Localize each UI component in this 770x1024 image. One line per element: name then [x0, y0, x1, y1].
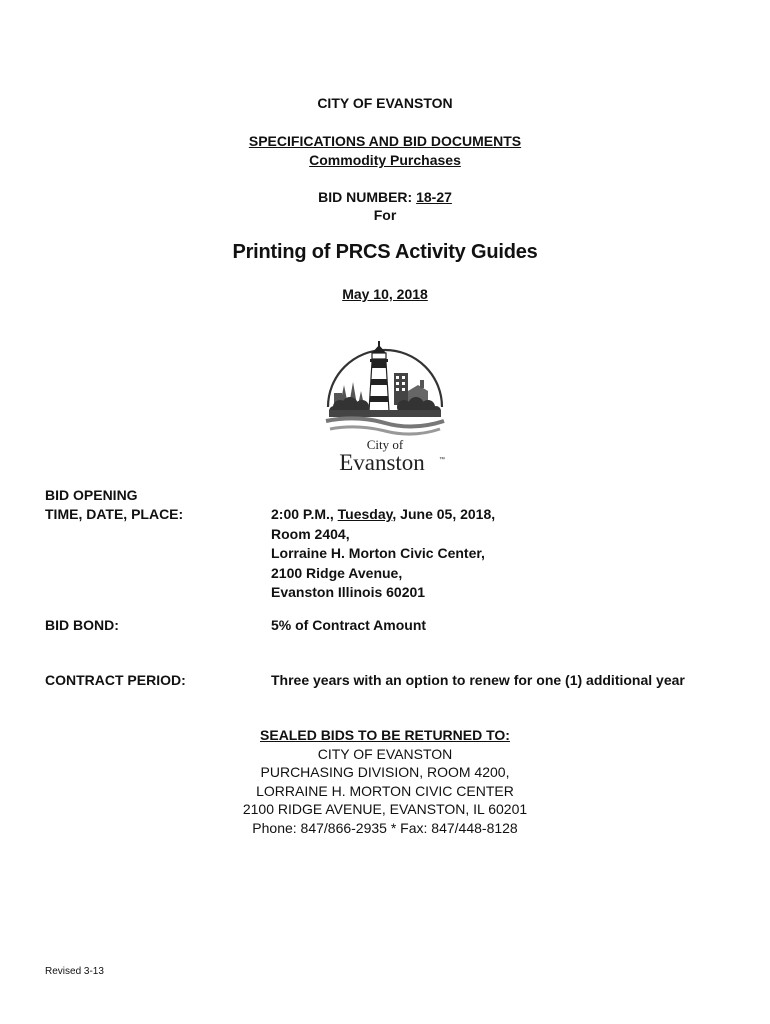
- return-address-block: [0, 726, 770, 837]
- bid-opening-time: 2:00 P.M.,: [271, 506, 338, 522]
- bid-opening-date: , June 05, 2018,: [392, 506, 496, 522]
- commodity-type: Commodity Purchases: [309, 152, 461, 168]
- bid-opening-street: 2100 Ridge Avenue,: [271, 564, 403, 581]
- city-logo: [322, 335, 448, 475]
- document-title: Printing of PRCS Activity Guides: [232, 241, 538, 263]
- return-line-org: CITY OF EVANSTON: [317, 745, 453, 762]
- contract-period-label: CONTRACT PERIOD:: [45, 672, 186, 688]
- city-header: CITY OF EVANSTON: [317, 95, 453, 111]
- bid-opening-city: Evanston Illinois 60201: [271, 584, 426, 600]
- bid-number-label: BID NUMBER:: [318, 189, 417, 205]
- bid-opening-building: Lorraine H. Morton Civic Center,: [271, 545, 485, 561]
- spec-title: SPECIFICATIONS AND BID DOCUMENTS: [248, 133, 522, 149]
- return-heading: SEALED BIDS TO BE RETURNED TO:: [260, 727, 510, 743]
- logo-line-2: Evanston: [339, 450, 425, 475]
- lighthouse-seal-icon: [322, 335, 448, 475]
- revision-note: Revised 3-13: [45, 966, 104, 977]
- bid-number-value: 18-27: [416, 189, 452, 205]
- bid-opening-label-line-1: BID OPENING: [45, 487, 138, 503]
- bid-bond-label: BID BOND:: [45, 617, 119, 633]
- logo-line-1: City of: [366, 437, 404, 452]
- bid-opening-label-line-2: TIME, DATE, PLACE:: [45, 506, 184, 522]
- return-line-address: 2100 RIDGE AVENUE, EVANSTON, IL 60201: [242, 801, 528, 817]
- bid-opening-room: Room 2404,: [271, 525, 350, 542]
- bid-number-line: [0, 189, 770, 205]
- bid-bond-value: 5% of Contract Amount: [271, 617, 427, 633]
- return-line-division: PURCHASING DIVISION, ROOM 4200,: [260, 764, 510, 780]
- document-date: May 10, 2018: [342, 286, 428, 302]
- bid-opening-label: [45, 486, 183, 524]
- bid-opening-value: [271, 505, 495, 603]
- return-line-building: LORRAINE H. MORTON CIVIC CENTER: [256, 782, 514, 799]
- contract-period-value: Three years with an option to renew for one (1) additional year: [271, 672, 685, 688]
- bid-opening-datetime: [271, 505, 495, 525]
- logo-trademark: ™: [439, 457, 445, 463]
- for-line: For: [373, 207, 397, 223]
- return-line-phone-fax: Phone: 847/866-2935 * Fax: 847/448-8128: [252, 819, 518, 836]
- bid-opening-day: Tuesday: [337, 506, 393, 522]
